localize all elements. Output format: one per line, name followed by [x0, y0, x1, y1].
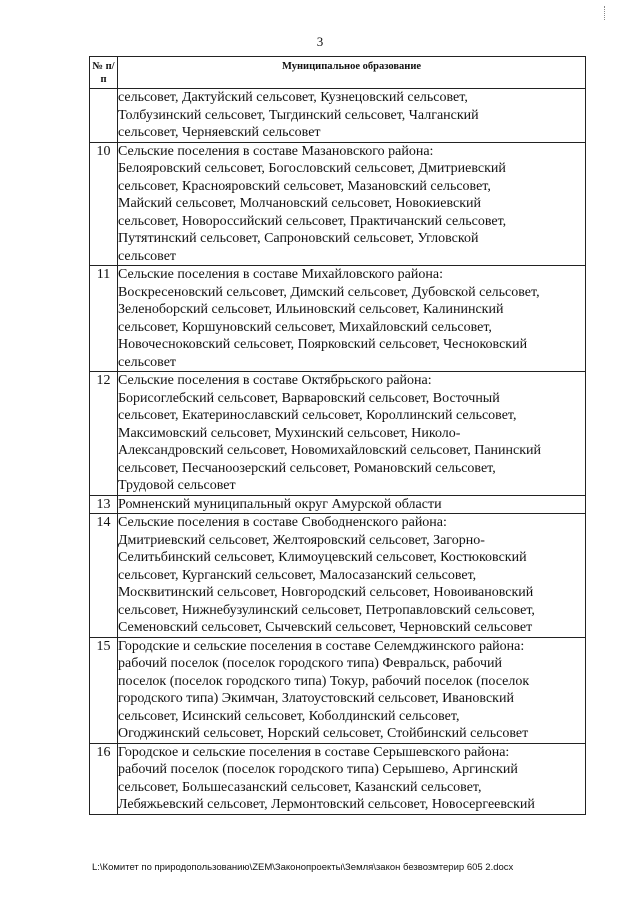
text-line: Сельские поселения в составе Октябрьского района: — [118, 373, 432, 388]
table-row — [90, 372, 586, 496]
text-line: сельсовет, Екатеринославский сельсовет, Короллинский сельсовет, — [118, 408, 517, 423]
text-line: Толбузинский сельсовет, Тыгдинский сельсовет, Чалганский — [118, 107, 479, 123]
text-line: Новочесноковский сельсовет, Поярковский сельсовет, Чесноковский — [118, 337, 528, 352]
row-municipality-text — [118, 637, 586, 743]
text-line: Сельские поселения в составе Мазановского района: — [118, 143, 434, 159]
table-header-row — [90, 57, 586, 89]
row-number: 11 — [90, 266, 118, 372]
text-line: Ромненский муниципальный округ Амурской области — [118, 496, 442, 512]
text-line: Огоджинский сельсовет, Норский сельсовет, Стойбинский сельсовет — [118, 726, 529, 741]
table-row — [90, 142, 586, 266]
text-line: Зеленоборский сельсовет, Ильиновский сельсовет, Калининский — [118, 302, 504, 317]
text-line: рабочий поселок (поселок городского типа) Серышево, Аргинский — [118, 762, 518, 777]
page-number: 3 — [316, 34, 324, 49]
footer-file-path: L:\Комитет по природопользованию\ZEM\Законопроекты\Земля\закон безвозмтерир 605 2.docx — [92, 862, 514, 873]
text-line: Сельские поселения в составе Свободненского района: — [118, 515, 447, 530]
text-line: Сельские поселения в составе Михайловского района: — [118, 267, 443, 282]
row-number: 10 — [90, 142, 118, 266]
text-line: городского типа) Экимчан, Златоустовский сельсовет, Ивановский — [118, 691, 514, 706]
text-line: Воскресеновский сельсовет, Димский сельсовет, Дубовской сельсовет, — [118, 284, 540, 300]
table-row — [90, 495, 586, 514]
text-line: сельсовет, Дактуйский сельсовет, Кузнецовский сельсовет, — [118, 90, 468, 105]
text-line: Путятинский сельсовет, Сапроновский сельсовет, Угловской — [118, 231, 479, 246]
text-line: поселок (поселок городского типа) Токур, рабочий поселок (поселок — [118, 673, 530, 689]
table-row — [90, 89, 586, 143]
text-line: сельсовет, Большесазанский сельсовет, Казанский сельсовет, — [118, 779, 482, 795]
text-line: Майский сельсовет, Молчановский сельсовет, Новокиевский — [118, 196, 481, 211]
table-row — [90, 514, 586, 638]
text-line: рабочий поселок (поселок городского типа) Февральск, рабочий — [118, 656, 503, 671]
row-number: 16 — [90, 743, 118, 814]
text-line: сельсовет — [118, 354, 177, 370]
text-line: Александровский сельсовет, Новомихайловский сельсовет, Панинский — [118, 443, 542, 458]
row-municipality-text — [118, 372, 586, 496]
row-number: 14 — [90, 514, 118, 638]
text-line: Борисоглебский сельсовет, Варваровский сельсовет, Восточный — [118, 390, 500, 406]
text-line: Городское и сельские поселения в составе Серышевского района: — [118, 744, 510, 760]
row-number: 15 — [90, 637, 118, 743]
text-line: Дмитриевский сельсовет, Желтояровский сельсовет, Загорно- — [118, 532, 485, 548]
table-row — [90, 266, 586, 372]
text-line: Семеновский сельсовет, Сычевский сельсовет, Черновский сельсовет — [118, 620, 533, 635]
row-number: 13 — [90, 495, 118, 514]
text-line: Белояровский сельсовет, Богословский сельсовет, Дмитриевский — [118, 161, 506, 176]
row-municipality-text — [118, 89, 586, 143]
text-line: сельсовет, Новороссийский сельсовет, Практичанский сельсовет, — [118, 213, 507, 229]
table-row — [90, 637, 586, 743]
text-line: сельсовет, Краснояровский сельсовет, Мазановский сельсовет, — [118, 178, 491, 194]
text-line: сельсовет, Черняевский сельсовет — [118, 125, 321, 140]
row-municipality-text — [118, 743, 586, 814]
text-line: Москвитинский сельсовет, Новгородский сельсовет, Новоивановский — [118, 585, 534, 600]
row-number: 12 — [90, 372, 118, 496]
text-line: Селитьбинский сельсовет, Климоуцевский сельсовет, Костюковский — [118, 550, 527, 565]
text-line: Максимовский сельсовет, Мухинский сельсовет, Николо- — [118, 425, 461, 441]
text-line: Лебяжьевский сельсовет, Лермонтовский сельсовет, Новосергеевский — [118, 797, 535, 812]
text-line: сельсовет, Коршуновский сельсовет, Михайловский сельсовет, — [118, 319, 492, 335]
text-line: Трудовой сельсовет — [118, 478, 236, 493]
header-number: № п/п — [90, 57, 118, 89]
text-line: Городские и сельские поселения в составе Селемджинского района: — [118, 638, 525, 654]
row-municipality-text — [118, 266, 586, 372]
municipalities-table — [89, 56, 586, 815]
text-line: сельсовет, Нижнебузулинский сельсовет, Петропавловский сельсовет, — [118, 602, 535, 618]
text-line: сельсовет, Песчаноозерский сельсовет, Романовский сельсовет, — [118, 460, 496, 476]
header-municipality: Муниципальное образование — [118, 57, 586, 89]
table-row — [90, 743, 586, 814]
scan-mark — [604, 6, 609, 20]
row-number — [90, 89, 118, 143]
text-line: сельсовет, Курганский сельсовет, Малосазанский сельсовет, — [118, 567, 477, 583]
row-municipality-text — [118, 514, 586, 638]
row-municipality-text — [118, 142, 586, 266]
text-line: сельсовет, Исинский сельсовет, Коболдинский сельсовет, — [118, 708, 460, 724]
text-line: сельсовет — [118, 248, 177, 264]
row-municipality-text — [118, 495, 586, 514]
